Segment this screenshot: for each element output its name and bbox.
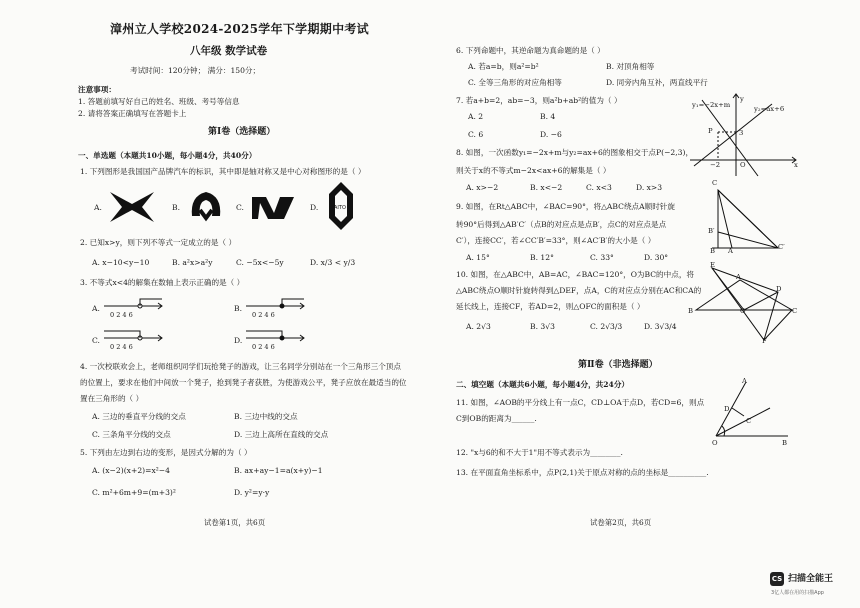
q9-option-a: A. 15° xyxy=(466,253,490,262)
page-2-footer: 试卷第2页，共6页 xyxy=(590,518,652,527)
q8-label-3: 3 xyxy=(739,129,744,137)
q10-option-d: D. 3√3/4 xyxy=(644,322,677,331)
question-4-line-1: 4. 一次校联欢会上，老师组织同学们玩抢凳子的游戏，让三名同学分别站在一个三角形三个顶点 xyxy=(80,362,401,371)
scanner-app-name: 扫描全能王 xyxy=(788,574,834,584)
q8-option-d: D. x>3 xyxy=(636,183,663,192)
car-logo-c xyxy=(250,191,298,223)
q7-option-c: C. 6 xyxy=(468,130,484,139)
q1-option-b: B. xyxy=(172,203,180,212)
exam-page-2 xyxy=(430,0,860,608)
question-12: 12. "x与6的和不大于1"用不等式表示为________. xyxy=(456,448,623,457)
q10-label-f: F xyxy=(762,337,767,345)
q10-label-c: C xyxy=(792,307,798,315)
q8-label-p: P xyxy=(708,127,713,135)
q3-option-a: A. xyxy=(92,304,100,313)
q8-label-y-axis: y xyxy=(740,95,744,103)
part-2-heading: 第Ⅱ卷（非选择题） xyxy=(578,360,658,370)
q10-label-d: D xyxy=(776,285,782,293)
q11-label-o: O xyxy=(712,439,718,447)
q8-label-minus2: −2 xyxy=(710,161,721,169)
q1-option-d: D. xyxy=(310,203,319,212)
question-9-line-3: C′），连接CC′，若∠CC′B′=33°，则∠AC′B′的大小是（ ） xyxy=(456,236,656,245)
question-6: 6. 下列命题中，其逆命题为真命题的是（ ） xyxy=(456,46,605,55)
q8-label-y1: y₁=−2x+m xyxy=(692,101,731,109)
q9-option-c: C. 33° xyxy=(590,253,614,262)
question-11-line-2: C到OB的距离为______. xyxy=(456,414,537,423)
question-8-line-1: 8. 如图，一次函数y₁=−2x+m与y₂=ax+6的图象相交于点P(−2,3)， xyxy=(456,148,694,157)
q4-option-c: C. 三条角平分线的交点 xyxy=(92,430,171,439)
q9-label-c: C xyxy=(712,179,718,187)
q4-option-d: D. 三边上高所在直线的交点 xyxy=(234,430,329,439)
question-8-line-2: 则关于x的不等式m−2x<ax+6的解集是（ ） xyxy=(456,166,611,175)
question-10-line-1: 10. 如图，在△ABC中，AB=AC，∠BAC=120°，O为BC的中点，将 xyxy=(456,270,695,279)
q7-option-d: D. −6 xyxy=(540,130,562,139)
q9-label-c-prime: C′ xyxy=(778,243,785,251)
axis-ticks-b: 0 2 4 6 xyxy=(252,311,275,319)
q9-label-b: B xyxy=(710,247,715,255)
q5-option-a: A. (x−2)(x+2)=x²−4 xyxy=(92,466,170,475)
question-10-line-2: △ABC绕点O顺时针旋转得到△DEF，点A，C的对应点分别在AC和CA的 xyxy=(456,286,702,295)
q5-option-c: C. m²+6m+9=(m+3)² xyxy=(92,488,176,497)
q8-label-o: O xyxy=(740,161,746,169)
q9-label-a: A xyxy=(728,247,733,255)
exam-info: 考试时间：120分钟； 满分：150分； xyxy=(130,66,261,75)
page-1-footer: 试卷第1页，共6页 xyxy=(204,518,266,527)
q1-option-c: C. xyxy=(236,203,244,212)
q5-option-d: D. y²=y·y xyxy=(234,488,270,497)
q3-option-b: B. xyxy=(234,304,242,313)
question-5: 5. 下列由左边到右边的变形，是因式分解的为（ ） xyxy=(80,448,252,457)
q3-option-d: D. xyxy=(234,336,243,345)
car-logo-d xyxy=(326,180,356,232)
q9-label-b-prime: B′ xyxy=(708,227,715,235)
section-2-heading: 二、填空题（本题共6小题，每小题4分，共24分） xyxy=(456,380,630,389)
note-1: 1. 答题前填写好自己的姓名、班级、考号等信息 xyxy=(78,97,240,106)
q10-label-b: B xyxy=(688,307,693,315)
q2-option-d: D. x/3 < y/3 xyxy=(310,258,356,267)
scanner-tagline: 3亿人都在用的扫描App xyxy=(771,590,824,596)
q10-label-a: A xyxy=(736,273,741,281)
question-1: 1. 下列图形是我国国产品牌汽车的标识，其中即是轴对称又是中心对称图形的是（ ） xyxy=(80,167,366,176)
q10-option-a: A. 2√3 xyxy=(466,322,491,331)
q2-option-c: C. −5x<−5y xyxy=(236,258,284,267)
axis-ticks-a: 0 2 4 6 xyxy=(110,311,133,319)
q10-option-c: C. 2√3/3 xyxy=(590,322,623,331)
q10-rotation-figure xyxy=(692,264,798,344)
q8-option-c: C. x<3 xyxy=(586,183,612,192)
question-9-line-2: 转90°后得到△AB′C′（点B的对应点是点B′，点C的对应点是点 xyxy=(456,220,667,229)
q6-option-a: A. 若a=b，则a²=b² xyxy=(468,62,539,71)
question-9-line-1: 9. 如图，在Rt△ABC中，∠BAC=90°，将△ABC绕点A顺时针旋 xyxy=(456,202,675,211)
q5-option-b: B. ax+ay−1=a(x+y)−1 xyxy=(234,466,323,475)
question-2: 2. 已知x>y，则下列不等式一定成立的是（ ） xyxy=(80,238,237,247)
car-logo-a xyxy=(108,188,158,226)
part-1-heading: 第Ⅰ卷（选择题） xyxy=(208,127,276,137)
question-4-line-3: 置在三角形的（ ） xyxy=(80,394,144,403)
q9-option-d: D. 30° xyxy=(644,253,669,262)
q4-option-b: B. 三边中线的交点 xyxy=(234,412,298,421)
exam-subtitle: 八年级 数学试卷 xyxy=(190,45,268,57)
q7-option-a: A. 2 xyxy=(468,112,484,121)
q11-label-c: C xyxy=(746,417,752,425)
q6-option-c: C. 全等三角形的对应角相等 xyxy=(468,78,562,87)
q8-label-x: x xyxy=(794,161,798,169)
camscanner-icon: CS xyxy=(770,572,784,586)
q6-option-d: D. 同旁内角互补，两直线平行 xyxy=(606,78,708,87)
q11-label-d: D xyxy=(724,405,730,413)
q6-option-b: B. 对顶角相等 xyxy=(606,62,655,71)
q11-angle-figure xyxy=(710,378,792,440)
q4-option-a: A. 三边的垂直平分线的交点 xyxy=(92,412,186,421)
note-2: 2. 请将答案正确填写在答题卡上 xyxy=(78,109,187,118)
car-logo-b xyxy=(186,188,226,226)
q2-option-a: A. x−10<y−10 xyxy=(92,258,150,267)
q11-label-b: B xyxy=(782,439,787,447)
question-11-line-1: 11. 如图，∠AOB的平分线上有一点C，CD⊥OA于点D，若CD=6，则点 xyxy=(456,398,705,407)
q8-option-a: A. x>−2 xyxy=(466,183,499,192)
axis-ticks-d: 0 2 4 6 xyxy=(252,343,275,351)
question-13: 13. 在平面直角坐标系中，点P(2,1)关于原点对称的点的坐标是__________. xyxy=(456,468,709,477)
q11-label-a: A xyxy=(742,377,747,385)
q9-triangle-figure xyxy=(706,186,782,256)
axis-ticks-c: 0 2 4 6 xyxy=(110,343,133,351)
question-3: 3. 不等式x<4的解集在数轴上表示正确的是（ ） xyxy=(80,278,245,287)
q7-option-b: B. 4 xyxy=(540,112,556,121)
q10-label-o: O xyxy=(740,307,746,315)
q2-option-b: B. a²x>a²y xyxy=(172,258,213,267)
notes-title: 注意事项： xyxy=(78,85,116,94)
q8-label-y2: y₂=ax+6 xyxy=(754,105,785,113)
question-7: 7. 若a+b=2，ab=−3，则a²b+ab²的值为（ ） xyxy=(456,96,622,105)
question-10-line-3: 延长线上，连接CF，若AD=2，则△OFC的面积是（ ） xyxy=(456,302,645,311)
q9-option-b: B. 12° xyxy=(530,253,554,262)
q3-option-c: C. xyxy=(92,336,100,345)
q8-option-b: B. x<−2 xyxy=(530,183,563,192)
q10-option-b: B. 3√3 xyxy=(530,322,555,331)
section-1-heading: 一、单选题（本题共10小题，每小题4分，共40分） xyxy=(78,151,257,160)
question-4-line-2: 的位置上，要求在他们中间放一个凳子，抢到凳子者获胜，为使游戏公平，凳子应放在最适当的位 xyxy=(80,378,407,387)
exam-title: 漳州立人学校2024-2025学年下学期期中考试 xyxy=(110,22,369,36)
q1-option-a: A. xyxy=(94,203,102,212)
svg-text:AITO: AITO xyxy=(334,205,346,211)
q10-label-e: E xyxy=(710,261,715,269)
